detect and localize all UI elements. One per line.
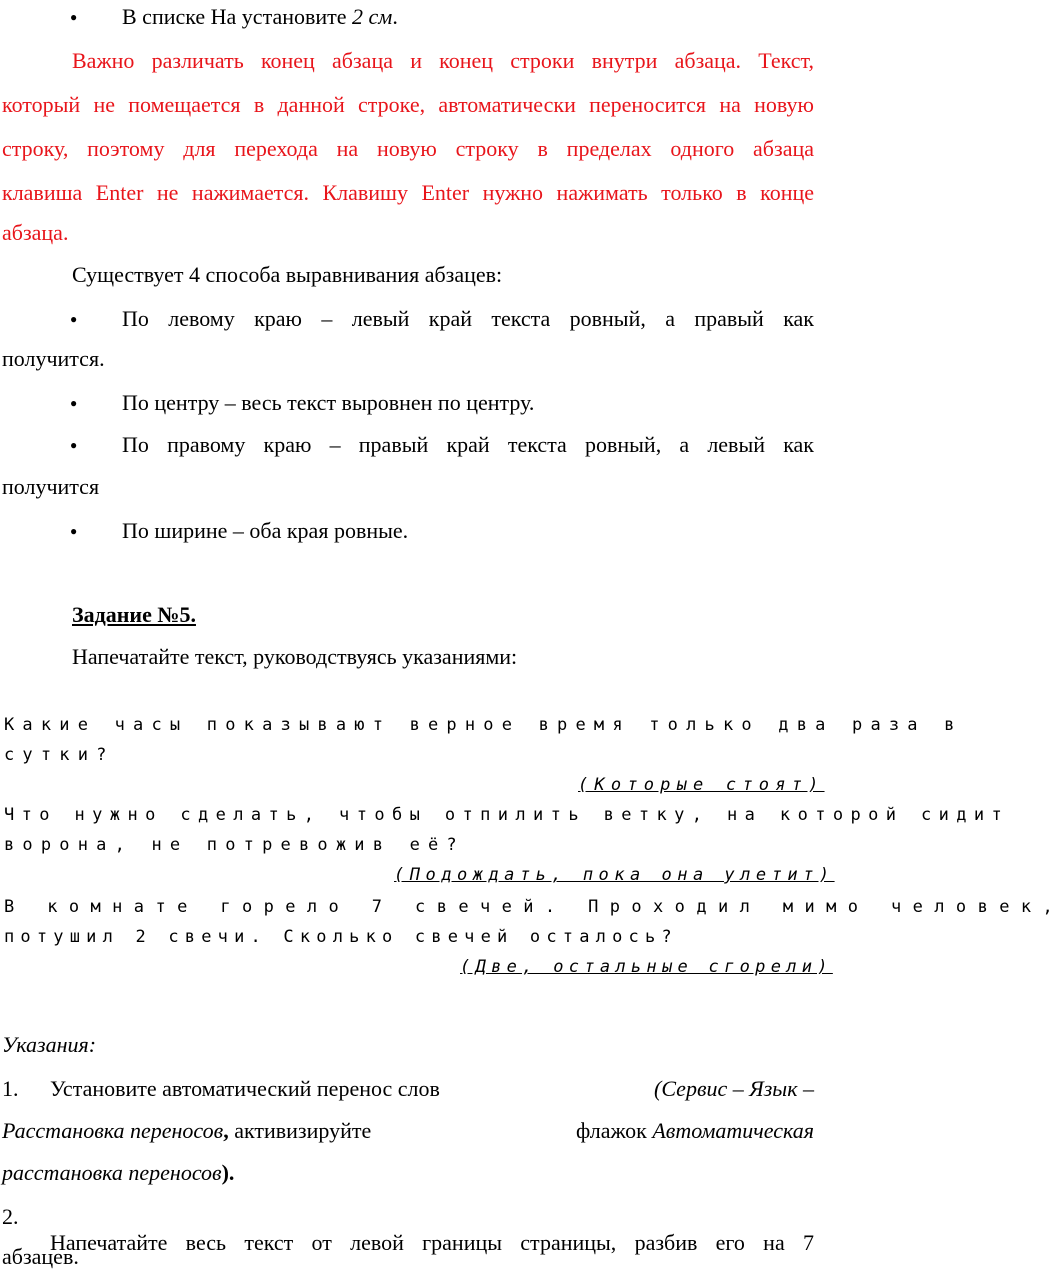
bullet-icon: ● [70,524,78,538]
flag-text: флажок [576,1118,647,1143]
indent-text: В списке На установите [122,4,353,29]
item-number: 2. [2,1204,19,1229]
riddle-3-answer: (Две, остальные сгорели) [460,957,833,977]
menu-path-2: Расстановка переносов [2,1118,224,1143]
red-line-5: абзаца. [2,220,69,245]
indent-suffix: . [392,4,398,29]
task-title: Задание №5. [72,602,196,627]
task-instruction: Напечатайте текст, руководствуясь указаниями: [72,644,518,669]
riddle-3-line-1: В комнате горело 7 свечей. Проходил мимо человек, [4,897,1064,917]
riddle-1-answer: (Которые стоят) [578,775,825,795]
flag-name-2: расстановка переносов [2,1160,222,1185]
riddle-2-line-1: Что нужно сделать, чтобы отпилить ветку, на которой сидит [4,805,1010,825]
riddle-2-answer: (Подождать, пока она улетит) [394,865,835,885]
close-paren: ). [221,1160,235,1185]
alignment-item-right: По правому краю – правый край текста ровный, а левый как [122,432,814,457]
menu-path: (Сервис – Язык – [654,1076,814,1101]
list-item-indent [122,4,398,30]
riddle-1-line-2: сутки? [4,745,115,765]
alignment-item-right-cont: получится [2,474,100,499]
bullet-icon: ● [70,10,78,24]
riddle-2-line-2: ворона, не потревожив её? [4,835,465,855]
red-line-1: Важно различать конец абзаца и конец строки внутри абзаца. Текст, [72,48,814,73]
red-line-4: клавиша Enter не нажимается. Клавишу Enter нужно нажимать только в конце [2,180,814,205]
alignment-intro: Существует 4 способа выравнивания абзацев: [72,262,503,287]
alignment-item-justify: По ширине – оба края ровные. [122,518,409,543]
guidance-item-2-line-2: абзацев. [2,1244,79,1269]
activate-text: активизируйте [228,1118,372,1143]
flag-name: Автоматическая [652,1118,814,1143]
comma: , [223,1118,229,1143]
alignment-item-left-cont: получится. [2,346,105,371]
indent-value: 2 см [352,4,393,29]
guidance-item-2-line-1 [2,1204,814,1255]
guidance-item-1-line-1 [2,1076,814,1102]
bullet-icon: ● [70,396,78,410]
item-text: Установите автоматический перенос слов [50,1076,440,1101]
bullet-icon: ● [70,438,78,452]
riddle-1-line-1: Какие часы показывают верное время только два раза в [4,715,963,735]
red-line-3: строку, поэтому для перехода на новую строку в пределах одного абзаца [2,136,814,161]
bullet-icon: ● [70,312,78,326]
red-line-2: который не помещается в данной строке, автоматически переносится на новую [2,92,814,117]
riddle-3-line-2: потушил 2 свечи. Сколько свечей осталось? [4,927,678,947]
guidance-title: Указания: [2,1032,97,1057]
guidance-item-1-line-2 [2,1118,814,1144]
item-text: Напечатайте весь текст от левой границы страницы, разбив его на 7 [50,1230,814,1255]
alignment-item-left: По левому краю – левый край текста ровный, а правый как [122,306,814,331]
alignment-item-center: По центру – весь текст выровнен по центру. [122,390,535,415]
item-number: 1. [2,1076,19,1101]
guidance-item-1-line-3 [2,1160,814,1186]
